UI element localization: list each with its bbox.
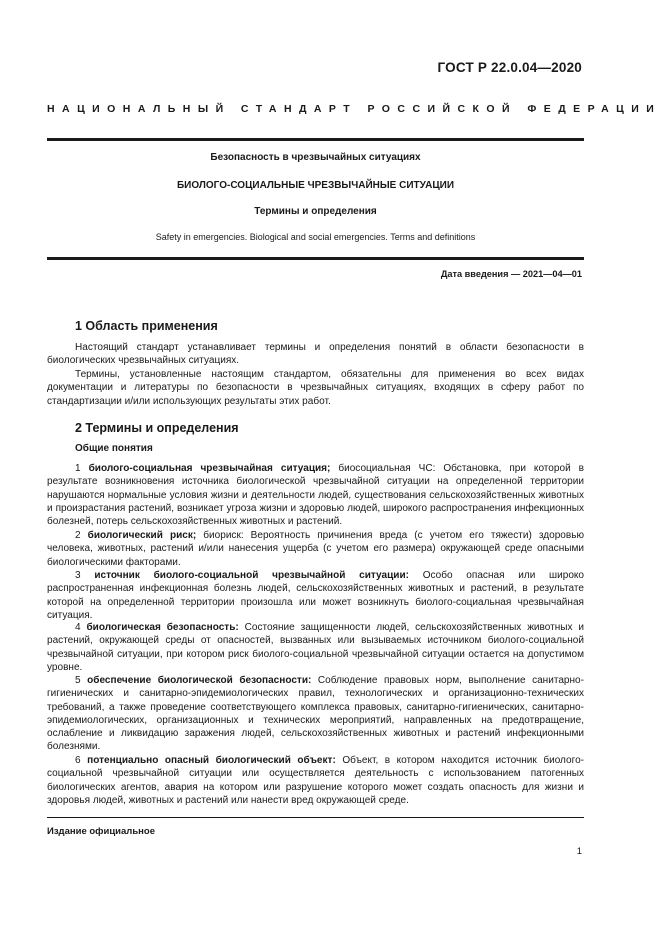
term-name: биолого-социальная чрезвычайная ситуация; xyxy=(88,463,331,474)
title-english: Safety in emergencies. Biological and social emergencies. Terms and definitions xyxy=(155,232,476,242)
term-entry-2 xyxy=(47,529,584,569)
term-entry-5 xyxy=(47,674,584,754)
standard-code: ГОСТ Р 22.0.04—2020 xyxy=(437,60,582,75)
term-name: биологический риск; xyxy=(87,530,197,541)
section-1-paragraph-2: Термины, установленные настоящим стандартом, обязательны для применения во всех видах документации и литературы по безопасности в чрезвычайных ситуациях, входящих в сферу работ по стандартизации и/или использующих результаты этих работ. xyxy=(47,369,584,407)
term-entry-6 xyxy=(47,754,584,807)
title-line-1: Безопасность в чрезвычайных ситуациях xyxy=(210,152,421,163)
term-number: 6 xyxy=(75,755,81,766)
section-1-heading: 1 Область применения xyxy=(75,319,218,333)
national-standard-banner: НАЦИОНАЛЬНЫЙ СТАНДАРТ РОССИЙСКОЙ ФЕДЕРАЦИИ xyxy=(47,103,661,115)
term-definition: Объект, в котором находится источник биолого-социальной чрезвычайной ситуации или осуществляется деятельность с использованием патогенных биологических агентов, авария на котором или разрушение которого может создать опасность для жизни и здоровья людей, животных и растений или нанести вред окружающей среде. xyxy=(47,755,585,806)
footer-rule xyxy=(47,817,584,818)
title-rule xyxy=(47,257,584,260)
section-1-paragraph-1: Настоящий стандарт устанавливает термины и определения понятий в области безопасности в биологических чрезвычайных ситуациях. xyxy=(47,342,584,367)
term-name: источник биолого-социальной чрезвычайной ситуации: xyxy=(94,570,409,581)
term-definition: Соблюдение правовых норм, выполнение санитарно-гигиенических и санитарно-эпидемиологических правил, технологических и организационно-технических требований, а также проведение соответствующего комплекса правовых, санитарно-гигиенических, санитарно-эпидемиологических, организационных и технических мероприятий, направленных на предотвращение, ослабление и ликвидацию заражения людей, сельскохозяйственных животных и растений инфекционными болезнями. xyxy=(47,675,584,753)
term-definition: биориск: Вероятность причинения вреда (с учетом его тяжести) здоровью человека, животных, растений и/или нанесения ущерба (с учетом его размера) окружающей среде опасными биологическими факторами. xyxy=(47,530,584,568)
term-number: 2 xyxy=(75,530,81,541)
title-line-3: Термины и определения xyxy=(254,206,377,217)
term-entry-4 xyxy=(47,621,584,674)
section-2-subheading: Общие понятия xyxy=(75,443,153,454)
term-number: 1 xyxy=(75,463,81,474)
term-entry-3 xyxy=(47,569,584,622)
term-number: 3 xyxy=(75,570,81,581)
term-name: обеспечение биологической безопасности: xyxy=(87,675,312,686)
term-name: биологическая безопасность: xyxy=(86,622,239,633)
header-rule xyxy=(47,138,584,141)
section-2-heading: 2 Термины и определения xyxy=(75,421,239,435)
introduction-date: Дата введения — 2021—04—01 xyxy=(440,269,582,279)
title-line-2: БИОЛОГО-СОЦИАЛЬНЫЕ ЧРЕЗВЫЧАЙНЫЕ СИТУАЦИИ xyxy=(176,180,455,191)
official-edition-label: Издание официальное xyxy=(47,826,155,837)
term-definition: Особо опасная или широко распространенная инфекционная болезнь людей, сельскохозяйственных животных и растений, в результате которой на определенной территории произошла или может возникнуть биолого-социальная чрезвычайная ситуация. xyxy=(47,570,585,621)
page-number: 1 xyxy=(576,846,582,857)
term-definition: Состояние защищенности людей, сельскохозяйственных животных и растений, окружающей среды от опасностей, вызванных или вызываемых источником биолого-социальной чрезвычайной ситуации, при котором риск биолого-социальной чрезвычайной ситуации остается на допустимом уровне. xyxy=(47,622,584,673)
term-entry-1 xyxy=(47,462,584,528)
term-name: потенциально опасный биологический объект: xyxy=(87,755,336,766)
term-number: 5 xyxy=(75,675,81,686)
term-definition: биосоциальная ЧС: Обстановка, при которой в результате возникновения источника биологической чрезвычайной ситуации на определенной территории нарушаются нормальные условия жизни и деятельности людей, существования сельскохозяйственных животных и произрастания растений, возникает угроза жизни и здоровью людей, широкого распространения инфекционных болезней, потерь сельскохозяйственных животных и растений. xyxy=(47,463,584,528)
term-number: 4 xyxy=(75,622,81,633)
